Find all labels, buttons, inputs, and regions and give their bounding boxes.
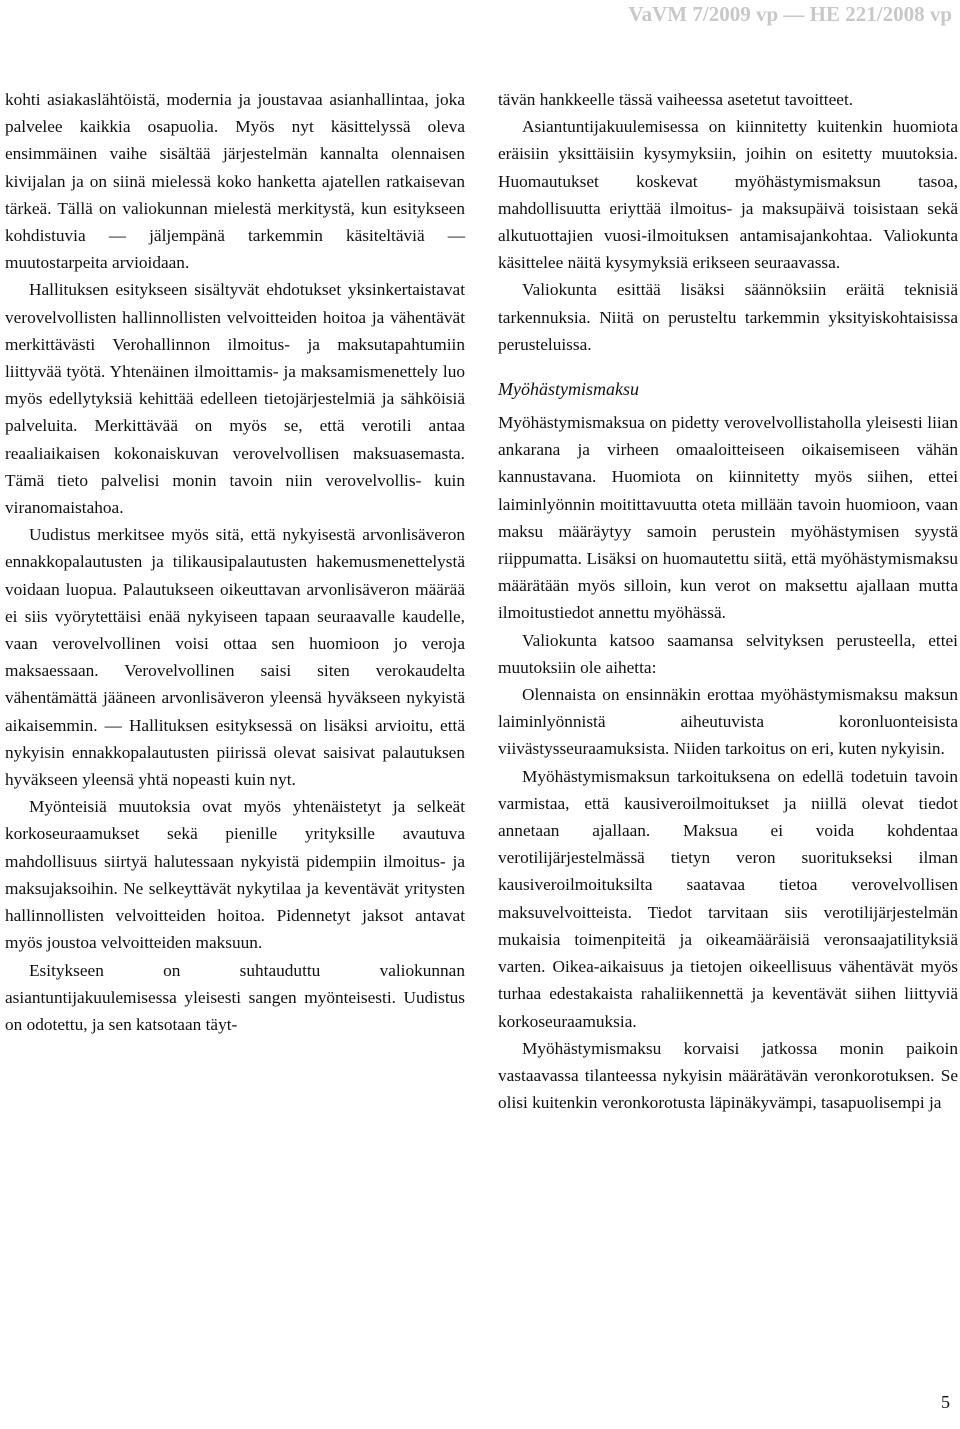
document-header: VaVM 7/2009 vp — HE 221/2008 vp	[628, 2, 952, 26]
paragraph: Myöhästymismaksua on pidetty verovelvollistaholla yleisesti liian ankarana ja virheen omaaloitteiseen oikaisemiseen vähän kannustavana. Huomiota on kiinnitetty myös siihen, ettei laiminlyönnin moitittavuutta oteta millään tavoin huomioon, vaan maksu määräytyy samoin perustein myöhästymisen syystä riippumatta. Lisäksi on huomautettu siitä, että myöhästymismaksu määrätään myös silloin, kun verot on maksettu ajallaan mutta ilmoitustiedot annettu myöhässä.	[498, 413, 958, 623]
paragraph: Olennaista on ensinnäkin erottaa myöhästymismaksu maksun laiminlyönnistä aiheutuvista koronluonteisista viivästysseuraamuksista. Niiden tarkoitus on eri, kuten nykyisin.	[498, 685, 958, 759]
right-column	[498, 86, 958, 1116]
page-number: 5	[941, 1392, 950, 1412]
paragraph: Valiokunta katsoo saamansa selvityksen perusteella, ettei muutoksiin ole aihetta:	[498, 630, 958, 677]
paragraph: Myönteisiä muutoksia ovat myös yhtenäistetyt ja selkeät korkoseuraamukset sekä pienille yrityksille avautuva mahdollisuus siirtyä halutessaan nykyistä pidempiin ilmoitus- ja maksujaksoihin. Ne selkeyttävät nykytilaa ja keventävät yritysten hallinnollisten velvoitteiden hoitoa. Pidennetyt jaksot antavat myös joustoa velvoitteiden maksuun.	[5, 797, 465, 953]
paragraph: Hallituksen esitykseen sisältyvät ehdotukset yksinkertaistavat verovelvollisten hallinnollisten velvoitteiden hoitoa ja vähentävät merkittävästi Verohallinnon ilmoitus- ja maksutapahtumiin liittyvää työtä. Yhtenäinen ilmoittamis- ja maksamismenettely luo myös edellytyksiä kehittää edelleen tietojärjestelmiä ja sähköisiä palveluita. Merkittävää on myös se, että verotili antaa reaaliaikaisen kokonaiskuvan verovelvollisen maksuasemasta. Tämä tieto palvelisi monin tavoin niin verovelvollis- kuin viranomaistahoa.	[5, 280, 465, 518]
paragraph: tävän hankkeelle tässä vaiheessa asetetut tavoitteet.	[498, 90, 854, 109]
paragraph: Asiantuntijakuulemisessa on kiinnitetty kuitenkin huomiota eräisiin yksittäisiin kysymyksiin, joihin on esitetty muutoksia. Huomautukset koskevat myöhästymismaksun tasoa, mahdollisuutta eriyttää ilmoitus- ja maksupäivä toisistaan sekä alkutuottajien vuosi-ilmoituksen antamisajankohtaa. Valiokunta käsittelee näitä kysymyksiä erikseen seuraavassa.	[498, 117, 958, 273]
paragraph: Esitykseen on suhtauduttu valiokunnan asiantuntijakuulemisessa yleisesti sangen myönteisesti. Uudistus on odotettu, ja sen katsotaan täyt-	[5, 960, 465, 1034]
paragraph: kohti asiakaslähtöistä, modernia ja joustavaa asianhallintaa, joka palvelee kaikkia osapuolia. Myös nyt käsittelyssä oleva ensimmäinen vaihe sisältää järjestelmän kannalta olennaisen kivijalan ja on siinä mielessä koko hanketta ajatellen ratkaisevan tärkeä. Tällä on valiokunnan mielestä merkitystä, kun esitykseen kohdistuvia — jäljempänä tarkemmin käsiteltäviä — muutostarpeita arvioidaan.	[5, 90, 465, 273]
section-heading: Myöhästymismaksu	[498, 379, 639, 400]
paragraph: Valiokunta esittää lisäksi säännöksiin eräitä teknisiä tarkennuksia. Niitä on perusteltu tarkemmin yksityiskohtaisissa perusteluissa.	[498, 280, 958, 354]
paragraph: Myöhästymismaksun tarkoituksena on edellä todetuin tavoin varmistaa, että kausiveroilmoitukset ja niillä olevat tiedot annetaan ajallaan. Maksua ei voida kohdentaa verotilijärjestelmässä tietyn veron suoritukseksi ilman kausiveroilmoituksilta saatavaa tietoa verovelvollisen maksuvelvoitteista. Tiedot tarvitaan siis verotilijärjestelmän mukaisia toimenpiteitä ja oikeamääräisiä veronsaajatilityksiä varten. Oikea-aikaisuus ja tietojen oikeellisuus vähentävät myös turhaa edestakaista rahaliikennettä ja keventävät siihen liittyviä korkoseuraamuksia.	[498, 766, 958, 1031]
paragraph: Uudistus merkitsee myös sitä, että nykyisestä arvonlisäveron ennakkopalautusten ja tilikausipalautusten hakemusmenettelystä voidaan luopua. Palautukseen oikeuttavan arvonlisäveron määrää ei siis vyörytettäisi enää nykyiseen tapaan seuraavalle kaudelle, vaan verovelvollinen voisi ottaa sen huomioon jo veroja maksaessaan. Verovelvollinen saisi siten verokaudelta vähentämättä jääneen arvonlisäveron yleensä hyväkseen nykyistä aikaisemmin. — Hallituksen esityksessä on lisäksi arvioitu, että nykyisin ennakkopalautusten piirissä olevat saisivat palautuksen hyväkseen yleensä yhtä nopeasti kuin nyt.	[5, 525, 465, 790]
left-column	[5, 86, 465, 1038]
paragraph: Myöhästymismaksu korvaisi jatkossa monin paikoin vastaavassa tilanteessa nykyisin määrätävän veronkorotuksen. Se olisi kuitenkin veronkorotusta läpinäkyvämpi, tasapuolisempi ja	[498, 1038, 958, 1113]
